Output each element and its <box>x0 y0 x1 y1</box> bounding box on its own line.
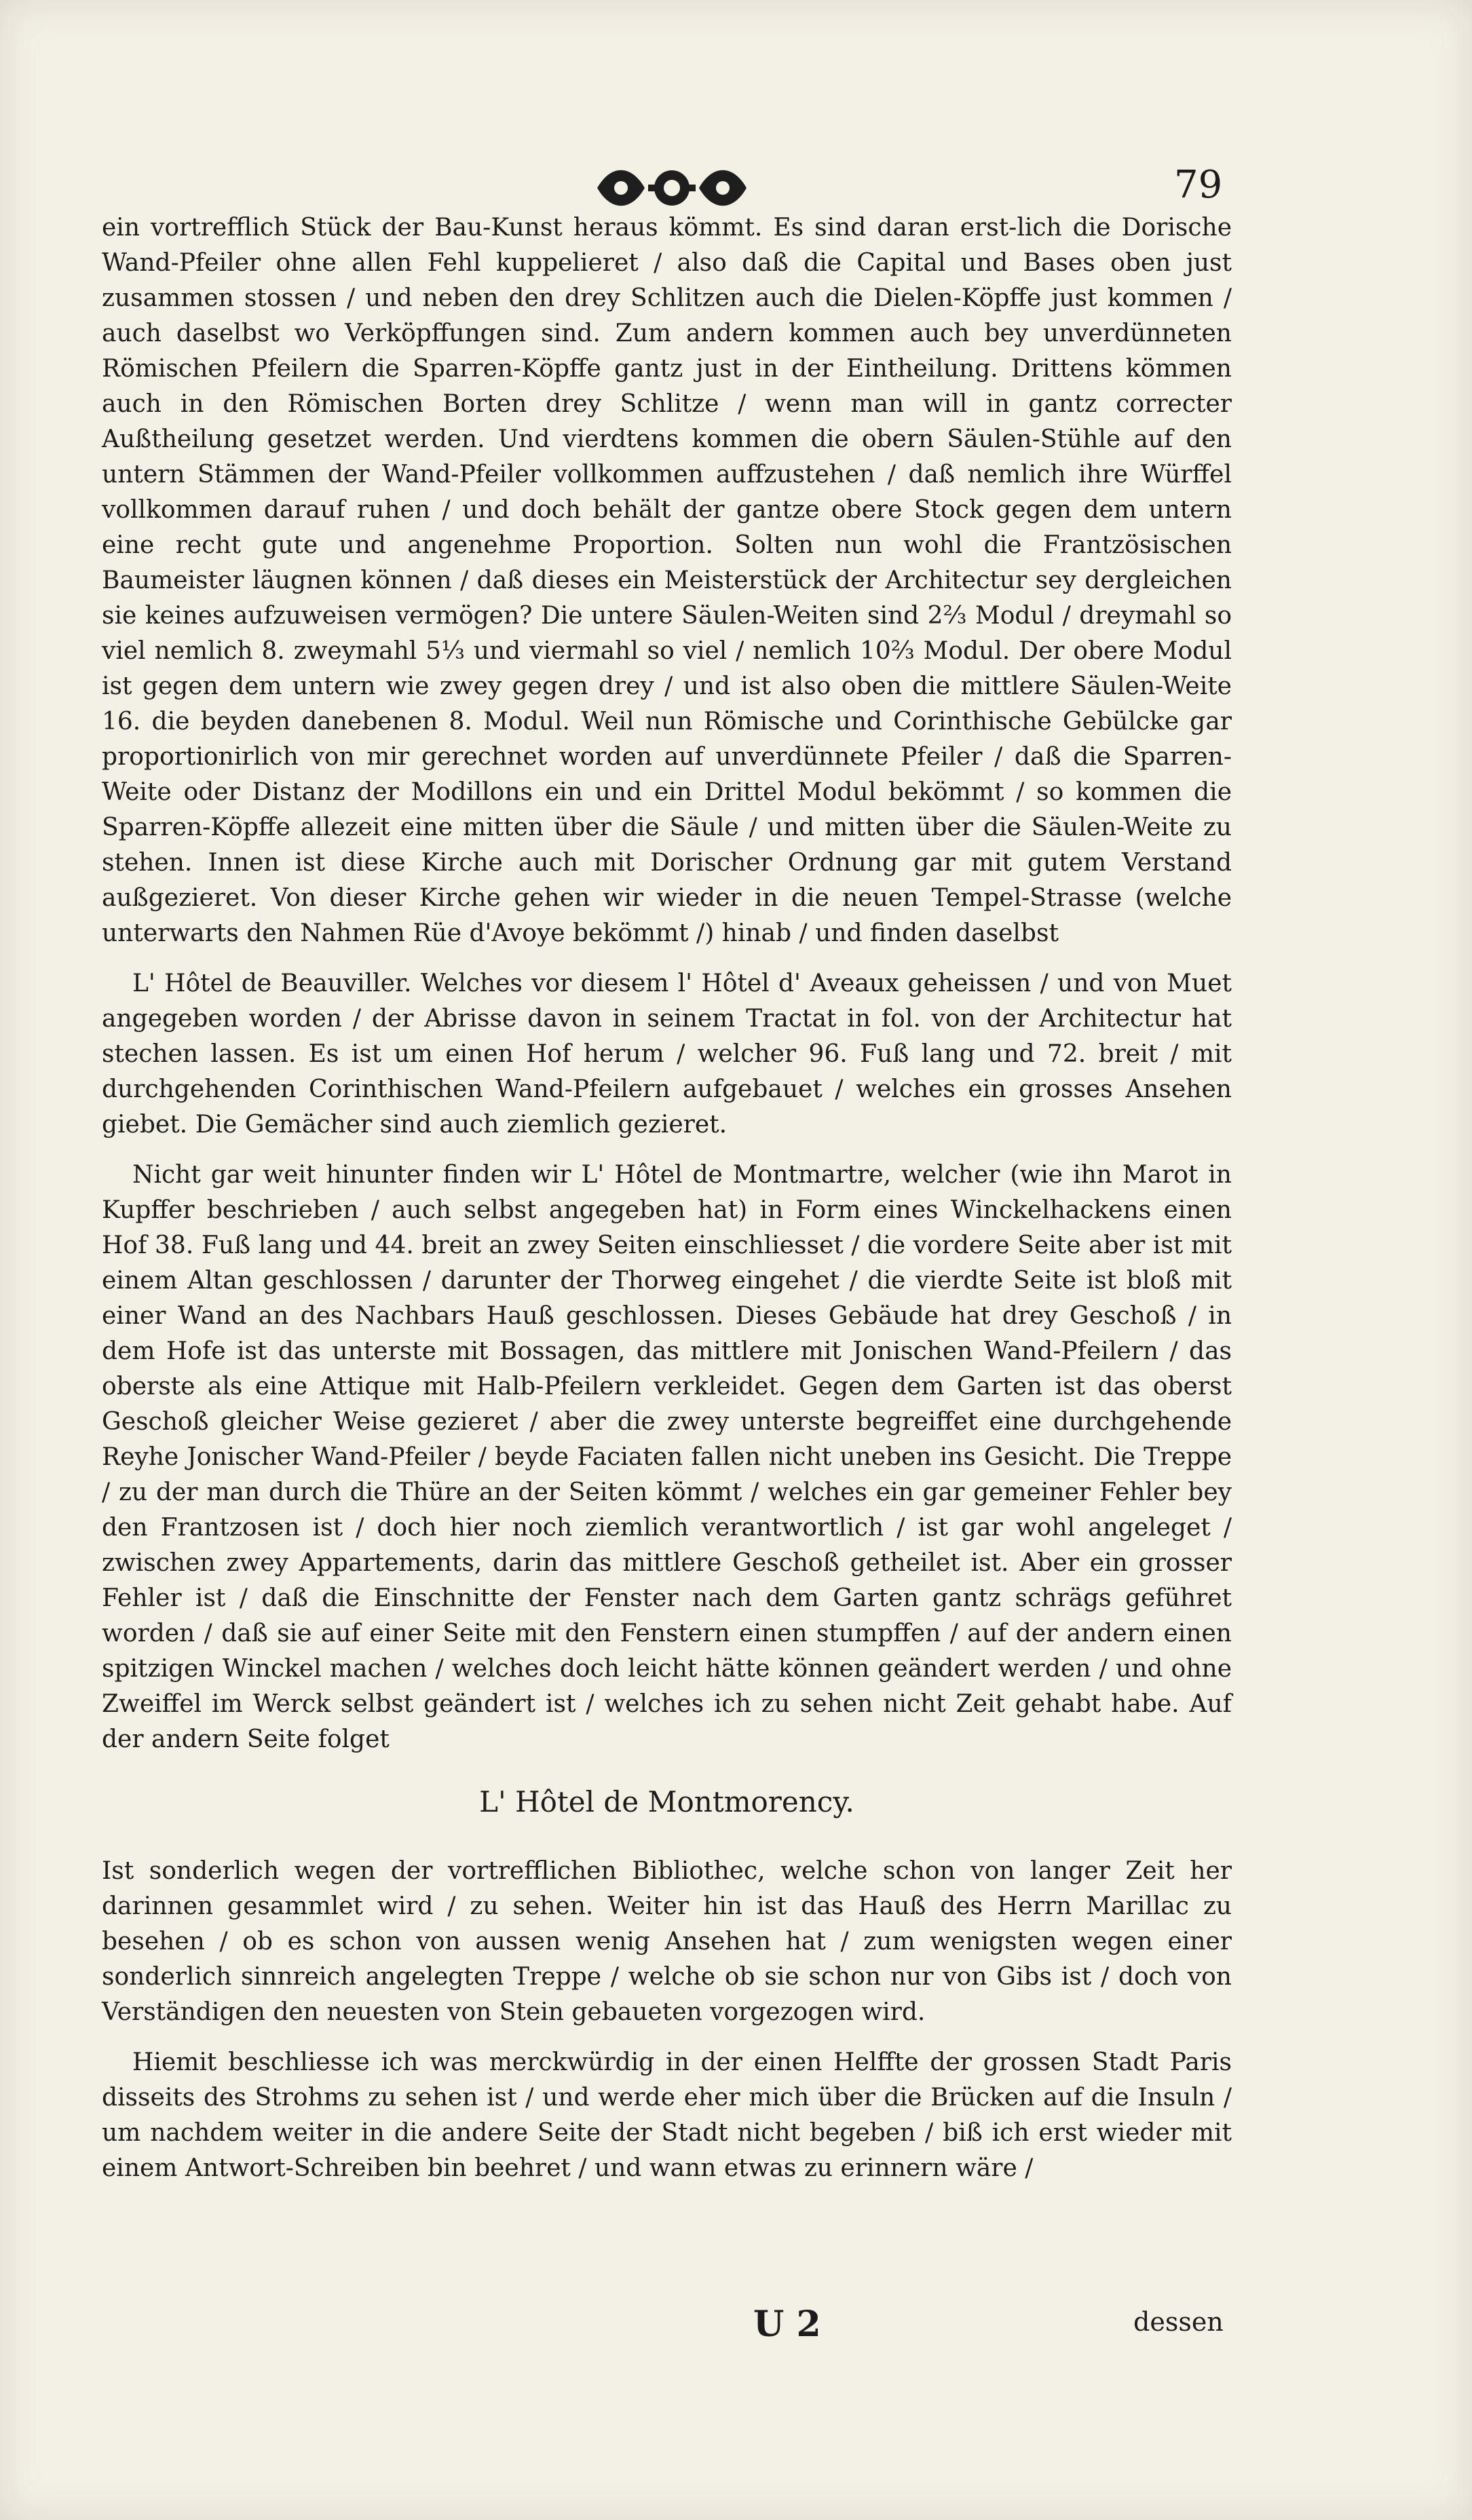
section-heading: L' Hôtel de Montmorency. <box>479 1785 854 1818</box>
paragraph-hotel-montmartre: Nicht gar weit hinunter finden wir L' Hôtel de Montmartre, welcher (wie ihn Marot in Kupffer beschrieben / auch selbst angegeben hat) in Form eines Winckelhackens einen Hof 38. Fuß lang und 44. breit an zwey Seiten einschliesset / die vordere Seite aber ist mit einem Altan geschlossen / darunter der Thorweg eingehet / die vierdte Seite ist bloß mit einer Wand an des Nachbars Hauß geschlossen. Dieses Gebäude hat drey Geschoß / in dem Hofe ist das unterste mit Bossagen, das mittlere mit Jonischen Wand-Pfeilern / das oberste als eine Attique mit Halb-Pfeilern verkleidet. Gegen dem Garten ist das oberst Geschoß gleicher Weise gezieret / aber die zwey unterste begreiffet eine durchgehende Reyhe Jonischer Wand-Pfeiler / beyde Faciaten fallen nicht uneben ins Gesicht. Die Treppe / zu der man durch die Thüre an der Seiten kömmt / welches ein gar gemeiner Fehler bey den Frantzosen ist / doch hier noch ziemlich verantwortlich / ist gar wohl angeleget / zwischen zwey Appartements, darin das mittlere Geschoß getheilet ist. Aber ein grosser Fehler ist / daß die Einschnitte der Fenster nach dem Garten gantz schrägs geführet worden / daß sie auf einer Seite mit den Fenstern einen stumpffen / auf der andern einen spitzigen Winckel machen / welches doch leicht hätte können geändert werden / und ohne Zweiffel im Werck selbst geändert ist / welches ich zu sehen nicht Zeit gehabt habe. Auf der andern Seite folget <box>102 1161 1232 1753</box>
printer-ornament-icon <box>584 157 760 218</box>
paragraph-hotel-beauviller: L' Hôtel de Beauviller. Welches vor diesem l' Hôtel d' Aveaux geheissen / und von Muet angegeben worden / der Abrisse davon in seinem Tractat in fol. von der Architectur hat stechen lassen. Es ist um einen Hof herum / welcher 96. Fuß lang und 72. breit / mit durchgehenden Corinthischen Wand-Pfeilern aufgebauet / welches ein grosses Ansehen giebet. Die Gemächer sind auch ziemlich gezieret. <box>102 970 1232 1139</box>
signature-mark: U 2 <box>753 2304 821 2345</box>
paragraph-kirche: ein vortrefflich Stück der Bau-Kunst heraus kömmt. Es sind daran erst-lich die Dorische Wand-Pfeiler ohne allen Fehl kuppelieret / also daß die Capital und Bases oben just zusammen stossen / und neben den drey Schlitzen auch die Dielen-Köpffe just kommen / auch daselbst wo Verköpffungen sind. Zum andern kommen auch bey unverdünneten Römischen Pfeilern die Sparren-Köpffe gantz just in der Eintheilung. Drittens kömmen auch in den Römischen Borten drey Schlitze / wenn man will in gantz correcter Außtheilung gesetzet werden. Und vierdtens kommen die obern Säulen-Stühle auf den untern Stämmen der Wand-Pfeiler vollkommen auffzustehen / daß nemlich ihre Würffel vollkommen darauf ruhen / und doch behält der gantze obere Stock gegen dem untern eine recht gute und angenehme Proportion. Solten nun wohl die Frantzösischen Baumeister läugnen können / daß dieses ein Meisterstück der Architectur sey dergleichen sie keines aufzuweisen vermögen? Die untere Säulen-Weiten sind 2⅔ Modul / dreymahl so viel nemlich 8. zweymahl 5⅓ und viermahl so viel / nemlich 10⅔ Modul. Der obere Modul ist gegen dem untern wie zwey gegen drey / und ist also oben die mittlere Säulen-Weite 16. die beyden danebenen 8. Modul. Weil nun Römische und Corinthische Gebülcke gar proportionirlich von mir gerechnet worden auf unverdünnete Pfeiler / daß die Sparren-Weite oder Distanz der Modillons ein und ein Drittel Modul bekömmt / so kommen die Sparren-Köpffe allezeit eine mitten über die Säule / und mitten über die Säulen-Weite zu stehen. Innen ist diese Kirche auch mit Dorischer Ordnung gar mit gutem Verstand außgezieret. Von dieser Kirche gehen wir wieder in die neuen Tempel-Strasse (welche unterwarts den Nahmen Rüe d'Avoye bekömmt /) hinab / und finden daselbst <box>102 214 1232 947</box>
body-text <box>102 210 1232 2201</box>
catchword: dessen <box>1133 2307 1224 2337</box>
paragraph-montmorency: Ist sonderlich wegen der vortrefflichen Bibliothec, welche schon von langer Zeit her darinnen gesammlet wird / zu sehen. Weiter hin ist das Hauß des Herrn Marillac zu besehen / ob es schon von aussen wenig Ansehen hat / zum wenigsten wegen einer sonderlich sinnreich angelegten Treppe / welche ob sie schon nur von Gibs ist / doch von Verständigen den neuesten von Stein gebaueten vorgezogen wird. <box>102 1857 1232 2026</box>
page-number: 79 <box>1174 163 1223 207</box>
paragraph-closing: Hiemit beschliesse ich was merckwürdig in der einen Helffte der grossen Stadt Paris disseits des Strohms zu sehen ist / und werde eher mich über die Brücken auf die Insuln / um nachdem weiter in die andere Seite der Stadt nicht begeben / biß ich erst wieder mit einem Antwort-Schreiben bin beehret / und wann etwas zu erinnern wäre / <box>102 2048 1232 2182</box>
